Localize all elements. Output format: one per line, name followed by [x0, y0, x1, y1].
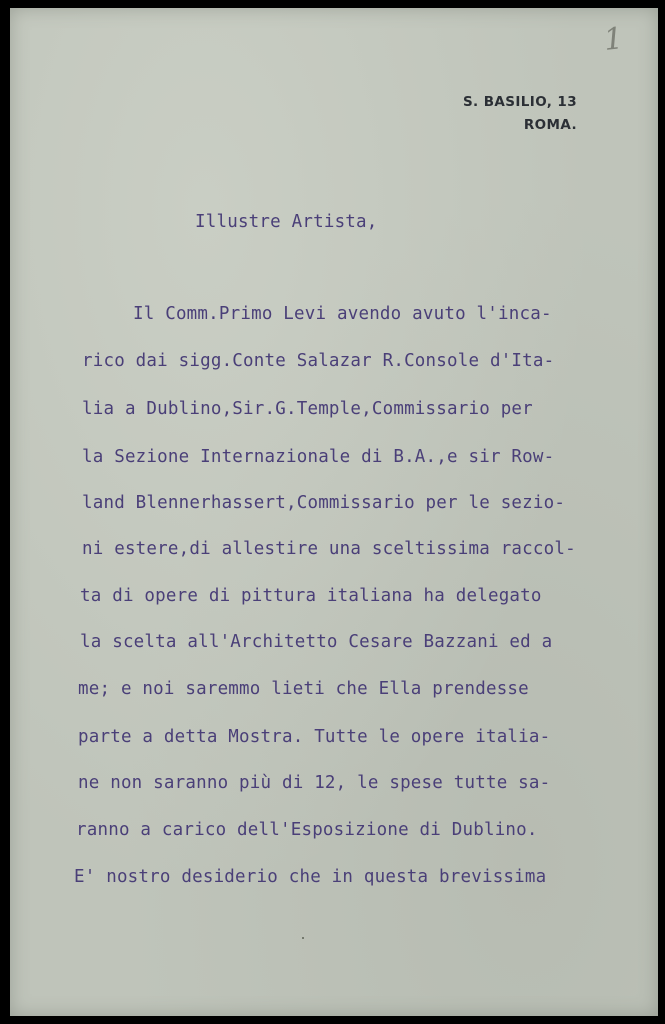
letterhead-address: S. BASILIO, 13 [462, 94, 577, 110]
letter-line: rico dai sigg.Conte Salazar R.Console d'Ita- [82, 351, 555, 371]
paper-speck [302, 937, 304, 939]
letter-line: ranno a carico dell'Esposizione di Dublino. [76, 820, 538, 840]
letter-line: ta di opere di pittura italiana ha delegato [80, 586, 542, 606]
salutation: Illustre Artista, [195, 212, 378, 232]
page-number: 1 [602, 21, 625, 58]
letter-line: la scelta all'Architetto Cesare Bazzani ed a [80, 632, 553, 652]
letter-line: parte a detta Mostra. Tutte le opere italia- [78, 727, 551, 747]
letter-line: lia a Dublino,Sir.G.Temple,Commissario per [82, 399, 533, 419]
letter-line: ni estere,di allestire una sceltissima raccol- [82, 539, 576, 559]
letter-line: Il Comm.Primo Levi avendo avuto l'inca- [133, 304, 552, 324]
letter-line: E' nostro desiderio che in questa brevissima [74, 867, 547, 887]
letter-line: la Sezione Internazionale di B.A.,e sir Row- [82, 447, 555, 467]
letterhead-city: ROMA. [523, 117, 577, 133]
letter-line: ne non saranno più di 12, le spese tutte sa- [78, 773, 551, 793]
letter-line: me; e noi saremmo lieti che Ella prendesse [78, 679, 529, 699]
letter-line: land Blennerhassert,Commissario per le sezio- [82, 493, 566, 513]
